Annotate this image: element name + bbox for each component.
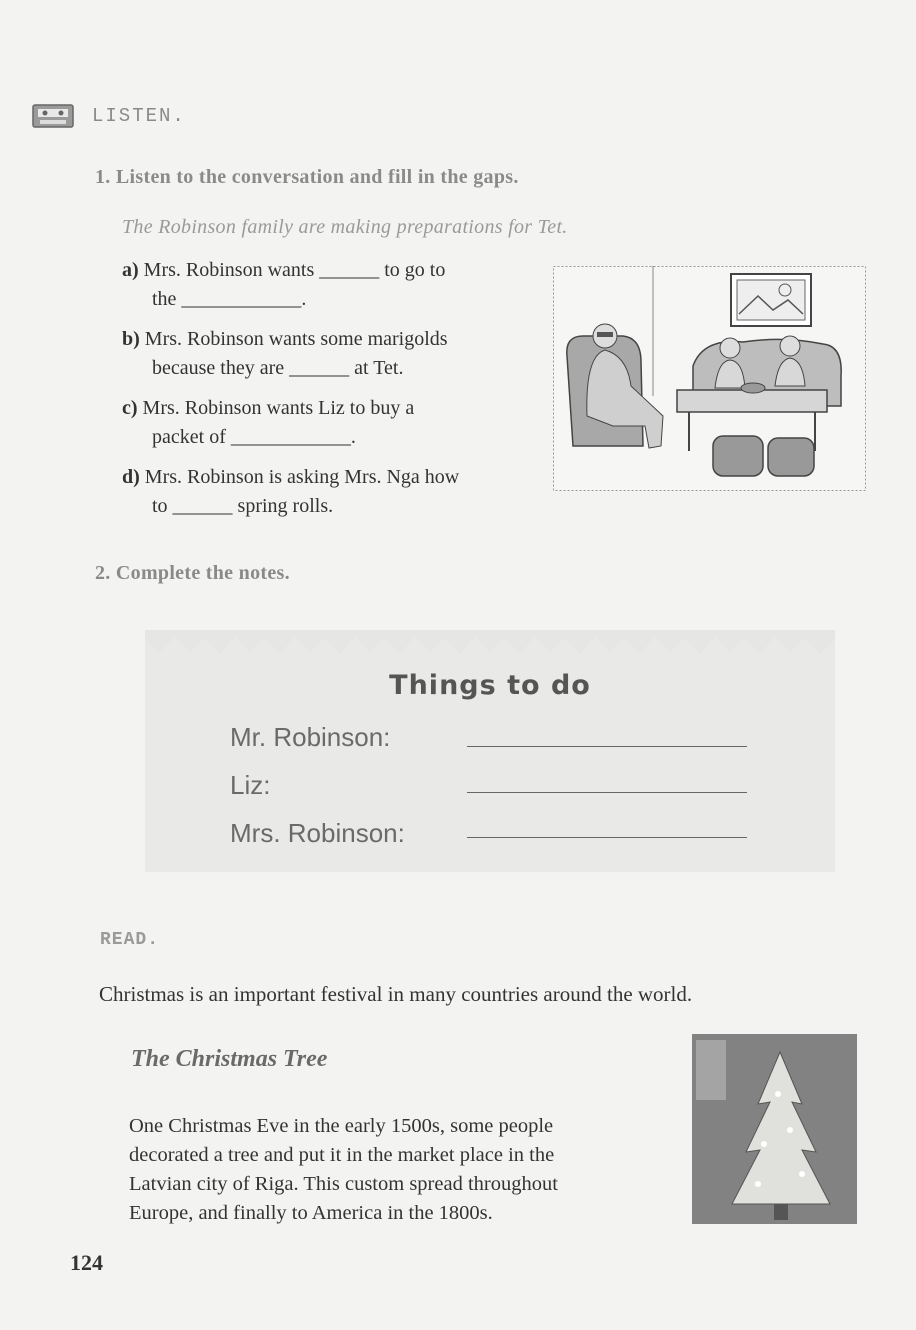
item-text: Mrs. Robinson wants some marigolds <box>144 328 448 350</box>
note-label: Mrs. Robinson: <box>230 818 405 848</box>
list-item <box>122 256 542 314</box>
answer-line[interactable] <box>467 837 747 838</box>
cassette-icon <box>32 104 74 128</box>
read-intro: Christmas is an important festival in many countries around the world. <box>99 982 693 1006</box>
note-row-mr-robinson <box>230 722 390 753</box>
note-label: Liz: <box>230 770 271 800</box>
item-text: Mrs. Robinson wants Liz to buy a <box>142 397 415 419</box>
item-text: Mrs. Robinson is asking Mrs. Nga how <box>144 466 460 488</box>
item-text-continued: the ____________. <box>152 288 307 310</box>
passage-line: Europe, and finally to America in the 1800s. <box>129 1202 493 1224</box>
list-item <box>122 394 542 452</box>
item-text-continued: to ______ spring rolls. <box>152 495 334 517</box>
page-number: 124 <box>70 1250 103 1275</box>
passage-title: The Christmas Tree <box>131 1046 328 1072</box>
family-living-room-illustration <box>553 266 866 491</box>
item-letter: c) <box>122 397 138 419</box>
notes-title: Things to do <box>389 670 591 701</box>
exercise-1-items <box>122 256 542 532</box>
item-text: Mrs. Robinson wants ______ to go to <box>143 259 446 281</box>
list-item <box>122 325 542 383</box>
exercise-2-title: 2. Complete the notes. <box>95 562 290 584</box>
exercise-1-intro: The Robinson family are making preparations for Tet. <box>122 216 568 238</box>
item-letter: a) <box>122 259 139 281</box>
list-item <box>122 463 542 521</box>
item-letter: b) <box>122 328 140 350</box>
answer-line[interactable] <box>467 792 747 793</box>
passage-line: One Christmas Eve in the early 1500s, some people <box>129 1115 554 1137</box>
reading-passage <box>129 1112 689 1228</box>
christmas-tree-photo <box>692 1034 857 1224</box>
read-label: READ. <box>100 930 160 950</box>
item-text-continued: because they are ______ at Tet. <box>152 357 404 379</box>
note-label: Mr. Robinson: <box>230 722 391 752</box>
listen-label: LISTEN. <box>92 105 186 127</box>
listen-heading <box>32 104 186 128</box>
passage-line: Latvian city of Riga. This custom spread throughout <box>129 1173 558 1195</box>
item-letter: d) <box>122 466 140 488</box>
answer-line[interactable] <box>467 746 747 747</box>
note-row-liz <box>230 770 270 801</box>
exercise-1-title: 1. Listen to the conversation and fill in the gaps. <box>95 166 519 188</box>
notes-card <box>145 630 835 872</box>
note-row-mrs-robinson <box>230 818 405 849</box>
item-text-continued: packet of ____________. <box>152 426 356 448</box>
passage-line: decorated a tree and put it in the market place in the <box>129 1144 555 1166</box>
